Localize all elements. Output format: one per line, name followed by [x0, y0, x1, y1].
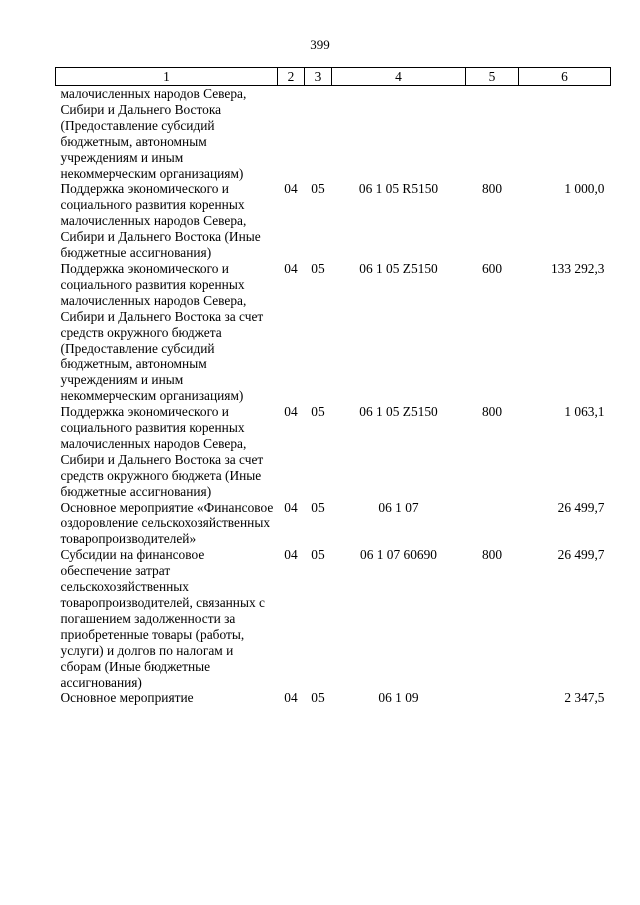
row-section: 04 — [284, 181, 298, 197]
row-expense-type: 800 — [481, 404, 503, 420]
row-subsection: 05 — [311, 547, 325, 563]
table-row — [56, 404, 611, 499]
row-subsection: 05 — [311, 260, 325, 276]
row-subsection: 05 — [311, 690, 325, 706]
row-sum: 2 347,5 — [564, 690, 605, 706]
row-sum: 1 000,0 — [564, 181, 605, 197]
row-name: Поддержка экономического и социального развития коренных малочисленных народов Севера, Сибири и Дальнего Востока за счет средств окружного бюджета (Предоставление субсидий бюджетным, автономным учреждениям и иным некоммерческим организациям) — [60, 260, 264, 404]
row-section: 04 — [284, 547, 298, 563]
row-expense-type — [466, 690, 519, 706]
header-col-3: 3 — [305, 68, 332, 86]
header-col-4: 4 — [332, 68, 466, 86]
row-section: 04 — [284, 260, 298, 276]
row-target-article: 06 1 07 60690 — [360, 547, 437, 563]
row-sum: 1 063,1 — [564, 404, 605, 420]
table-row — [56, 547, 611, 690]
row-expense-type: 800 — [481, 547, 503, 563]
row-subsection: 05 — [311, 404, 325, 420]
row-expense-type — [466, 500, 519, 548]
row-section: 04 — [284, 404, 298, 420]
row-section: 04 — [284, 690, 298, 706]
page-number: 399 — [310, 37, 330, 52]
row-name: Основное мероприятие «Финансовое оздоровление сельскохозяйственных товаропроизводителей» — [60, 499, 274, 547]
row-section: 04 — [284, 499, 298, 515]
header-col-5: 5 — [466, 68, 519, 86]
table-row — [56, 500, 611, 548]
table-row — [56, 690, 611, 706]
budget-table — [55, 67, 611, 706]
row-target-article — [332, 86, 466, 182]
table-row — [56, 261, 611, 404]
row-name: Поддержка экономического и социального развития коренных малочисленных народов Севера, Сибири и Дальнего Востока за счет средств окружного бюджета (Иные бюджетные ассигнования) — [60, 404, 264, 499]
row-target-article: 06 1 05 Z5150 — [359, 404, 438, 420]
row-sum: 26 499,7 — [557, 547, 605, 563]
header-row — [56, 68, 611, 86]
row-sum — [519, 86, 611, 182]
row-target-article: 06 1 05 Z5150 — [359, 260, 438, 276]
row-expense-type: 600 — [481, 260, 503, 276]
row-target-article: 06 1 09 — [378, 690, 419, 706]
row-name: Основное мероприятие — [60, 690, 194, 706]
table-row — [56, 181, 611, 261]
header-col-1: 1 — [56, 68, 278, 86]
row-sum: 133 292,3 — [550, 260, 605, 276]
row-name: Субсидии на финансовое обеспечение затрат сельскохозяйственных товаропроизводителей, связанных с погашением задолженности за приобретенные товары (работы, услуги) и долгов по налогам и сборам (Иные бюджетные ассигнования) — [60, 547, 265, 690]
header-col-6: 6 — [519, 68, 611, 86]
row-subsection: 05 — [311, 181, 325, 197]
row-expense-type: 800 — [481, 181, 503, 197]
row-target-article: 06 1 05 R5150 — [358, 181, 439, 197]
row-name: малочисленных народов Севера, Сибири и Дальнего Востока (Предоставление субсидий бюджетным, автономным учреждениям и иным некоммерческим организациям) — [60, 86, 247, 181]
row-subsection: 05 — [311, 499, 325, 515]
row-sum: 26 499,7 — [557, 499, 605, 515]
row-section — [278, 86, 305, 182]
row-name: Поддержка экономического и социального развития коренных малочисленных народов Севера, Сибири и Дальнего Востока (Иные бюджетные ассигнования) — [60, 181, 261, 261]
header-col-2: 2 — [278, 68, 305, 86]
row-target-article: 06 1 07 — [378, 499, 419, 515]
row-subsection — [305, 86, 332, 182]
row-expense-type — [466, 86, 519, 182]
table-row — [56, 86, 611, 182]
